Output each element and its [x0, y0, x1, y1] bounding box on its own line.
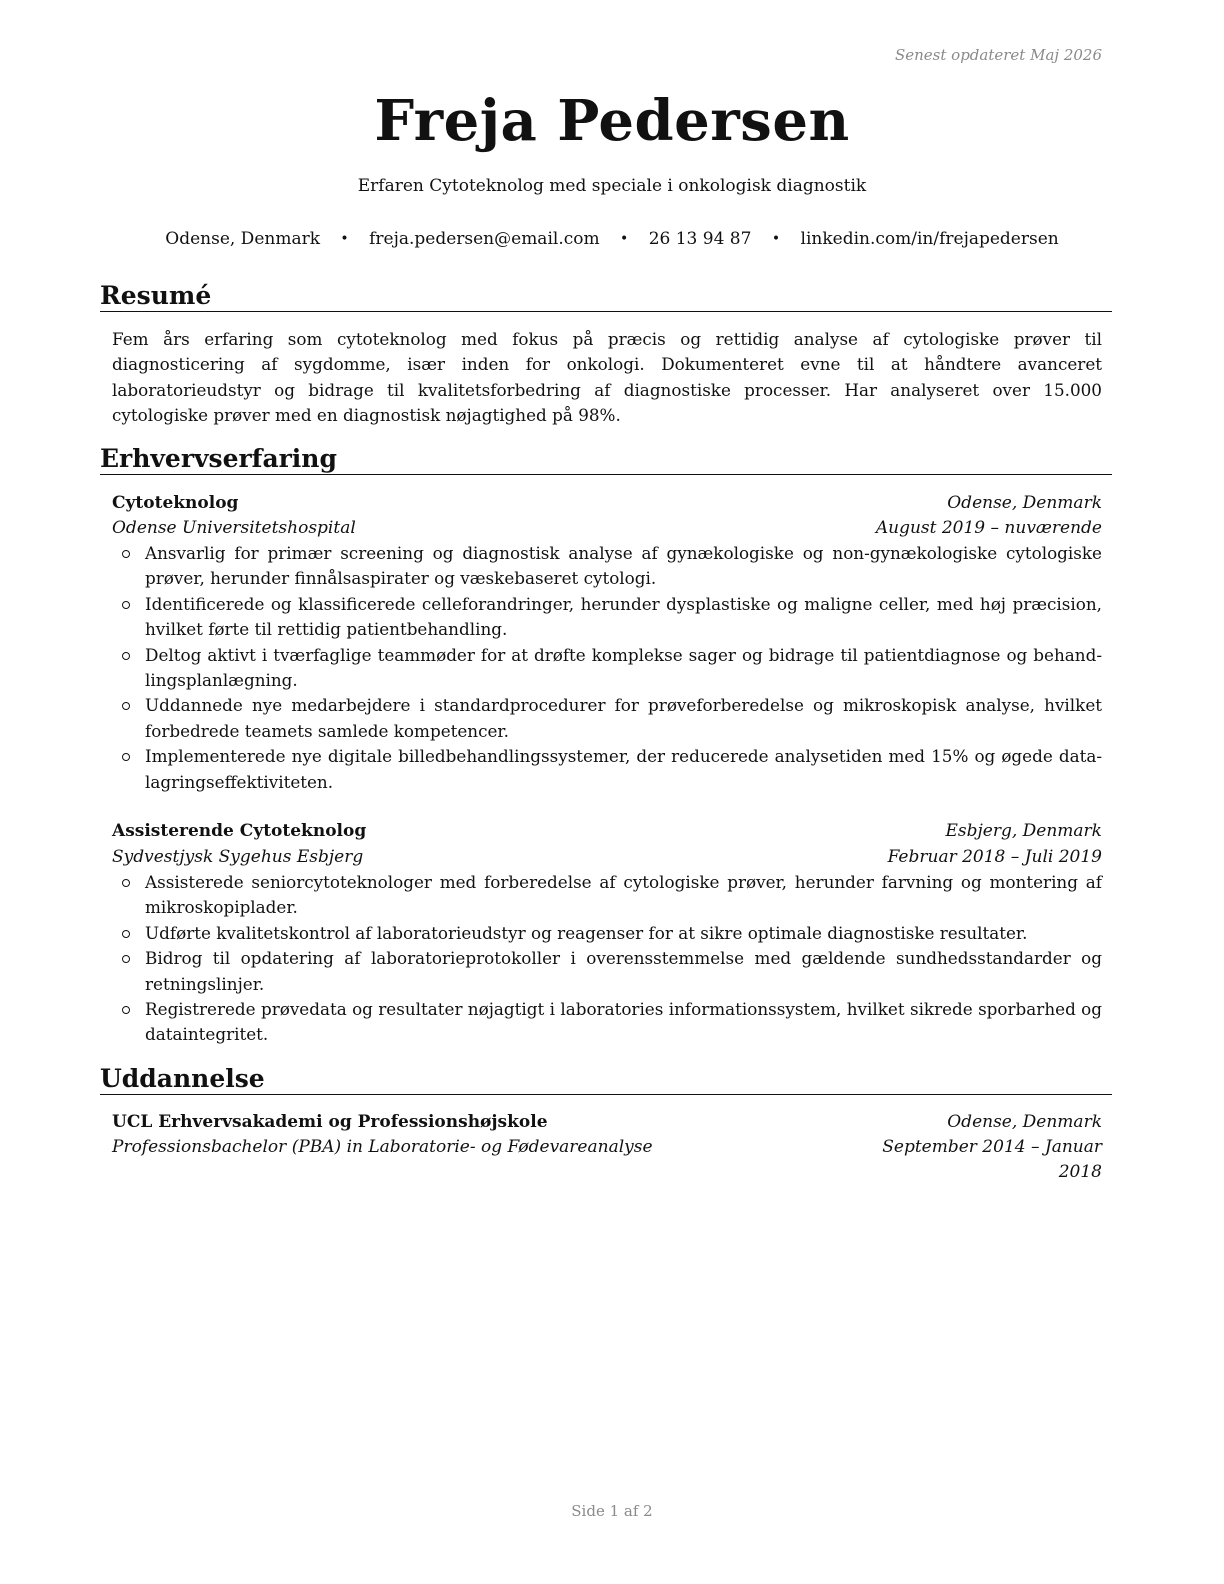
list-item: Ansvarlig for primær screening og diagnostisk analyse af gynækologiske og non-gynækologiske cytologiske prøver, herunder finnålsaspirater og væskebaseret cytologi.	[112, 541, 1102, 592]
section-title-experience: Erhvervserfaring	[100, 444, 1112, 475]
job-header-row	[112, 819, 1102, 844]
education-degree: Professionsbachelor (PBA) in Laboratorie- og Fødevareanalyse	[112, 1137, 653, 1157]
circle-bullet-icon	[122, 702, 130, 710]
circle-bullet-icon	[122, 652, 130, 660]
bullet-separator: •	[771, 231, 781, 247]
list-item: Udførte kvalitetskontrol af laboratorieudstyr og reagenser for at sikre optimale diagnostiske resultater.	[112, 921, 1102, 946]
section-title-education: Uddannelse	[100, 1064, 1112, 1095]
job-role: Cytoteknolog	[112, 493, 239, 513]
circle-bullet-icon	[122, 955, 130, 963]
job-subheader-row	[112, 845, 1102, 870]
list-item: Implementerede nye digitale billedbehandlingssystemer, der reducerede analysetiden med 15% og øgede datalagringseffektiviteten.	[112, 744, 1102, 795]
job-header-row	[112, 491, 1102, 516]
job-employer: Odense Universitetshospital	[112, 518, 356, 538]
job-subheader-row	[112, 516, 1102, 541]
contact-location: Odense, Denmark	[165, 229, 321, 249]
contact-line	[0, 229, 1224, 249]
circle-bullet-icon	[122, 930, 130, 938]
circle-bullet-icon	[122, 601, 130, 609]
bullet-separator: •	[620, 231, 629, 247]
list-item: Bidrog til opdatering af laboratorieprotokoller i overensstemmelse med gældende sundhedsstandarder og retningslinjer.	[112, 946, 1102, 997]
education-header-row	[112, 1110, 1102, 1135]
job-location: Odense, Denmark	[947, 493, 1102, 513]
education-school: UCL Erhvervsakademi og Professionshøjskole	[112, 1112, 548, 1132]
circle-bullet-icon	[122, 753, 130, 761]
bullet-separator: •	[340, 231, 349, 247]
job-role: Assisterende Cytoteknolog	[112, 821, 367, 841]
page-number: Side 1 af 2	[571, 1502, 653, 1520]
list-item: Identificerede og klassificerede celleforandringer, herunder dysplastiske og maligne celler, med høj præcision, hvilket førte til rettidig patientbehandling.	[112, 592, 1102, 643]
circle-bullet-icon	[122, 1006, 130, 1014]
contact-linkedin[interactable]: linkedin.com/in/frejapedersen	[800, 229, 1059, 249]
list-item: Uddannede nye medarbejdere i standardprocedurer for prøveforberedelse og mikroskopisk analyse, hvilket forbedrede teamets samlede kompetencer.	[112, 693, 1102, 744]
list-item: Deltog aktivt i tværfaglige teammøder for at drøfte komplekse sager og bidrage til patientdiagnose og behandlingsplanlægning.	[112, 643, 1102, 694]
candidate-name: Freja Pedersen	[374, 88, 850, 154]
job-bullets	[112, 541, 1102, 795]
education-location: Odense, Denmark	[947, 1112, 1102, 1132]
list-item: Registrerede prøvedata og resultater nøjagtigt i laboratories informationssystem, hvilket sikrede sporbarhed og dataintegritet.	[112, 997, 1102, 1048]
contact-phone: 26 13 94 87	[648, 229, 752, 249]
job-dates: August 2019 – nuværende	[875, 518, 1102, 538]
section-title-summary: Resumé	[100, 281, 1112, 312]
job-dates: Februar 2018 – Juli 2019	[887, 847, 1102, 867]
headline: Erfaren Cytoteknolog med speciale i onkologisk diagnostik	[357, 176, 867, 196]
circle-bullet-icon	[122, 550, 130, 558]
job-location: Esbjerg, Denmark	[945, 821, 1102, 841]
contact-email[interactable]: freja.pedersen@email.com	[369, 229, 600, 249]
circle-bullet-icon	[122, 879, 130, 887]
education-dates: September 2014 – Januar 2018	[882, 1137, 1102, 1182]
education-subheader-row	[112, 1135, 1102, 1185]
job-bullets	[112, 870, 1102, 1048]
job-employer: Sydvestjysk Sygehus Esbjerg	[112, 847, 364, 867]
list-item: Assisterede seniorcytoteknologer med forberedelse af cytologiske prøver, herunder farvning og montering af mikroskopiplader.	[112, 870, 1102, 921]
last-updated: Senest opdateret Maj 2026	[894, 46, 1102, 64]
summary-text: Fem års erfaring som cytoteknolog med fokus på præcis og rettidig analyse af cytologiske prøver til diagnosticering af sygdomme, især inden for onkologi. Dokumenteret evne til at håndtere avanceret laboratorieudstyr og bidrage til kvalitetsforbedring af diagnostiske processer. Har analyseret over 15.000 cytologiske prøver med en diagnostisk nøjagtighed på 98%.	[112, 329, 1102, 426]
